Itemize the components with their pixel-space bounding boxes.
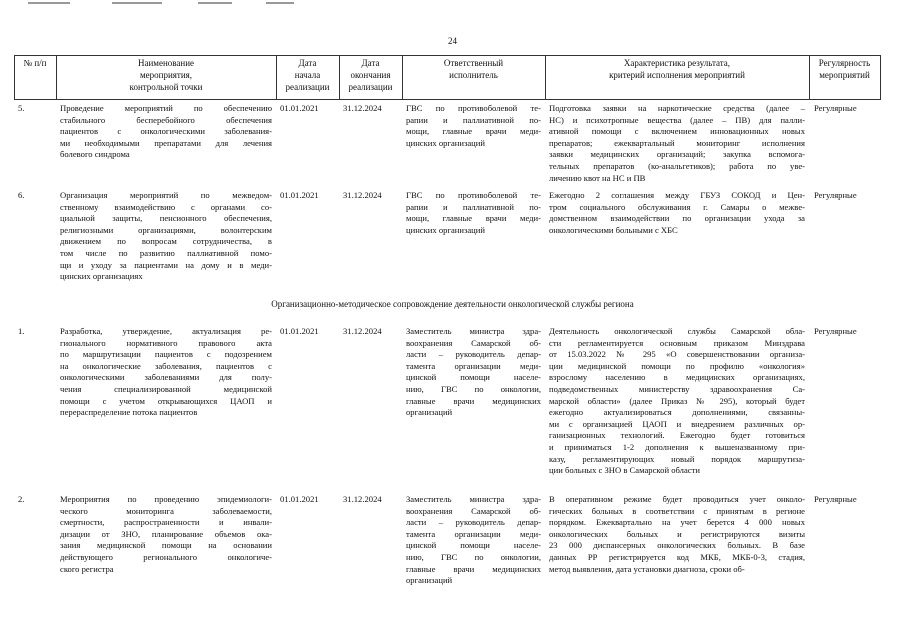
text-line: главные врачи медицинских xyxy=(406,395,541,406)
header-start-date xyxy=(276,57,339,93)
text-line: гических больных в соответствии с принятым в регионе xyxy=(549,505,805,516)
header-end-date xyxy=(339,57,402,93)
row-name xyxy=(60,326,272,419)
text-line: тамента организации меди- xyxy=(406,360,541,371)
text-line: Разработка, утверждение, актуализация ре- xyxy=(60,326,272,336)
text-line: Регулярные xyxy=(814,190,857,200)
header-line: Дата xyxy=(298,58,317,68)
row-start xyxy=(280,494,340,506)
text-line: 01.01.2021 xyxy=(280,103,319,113)
text-line: помощи с учетом открывающихся ЦАОП и xyxy=(60,395,272,406)
row-name xyxy=(60,494,272,575)
text-line: В оперативном режиме будет проводиться учет онколо- xyxy=(549,494,805,504)
text-line: ативной помощи с включением инновационных новых xyxy=(549,126,805,137)
text-line: 31.12.2024 xyxy=(343,326,382,336)
header-line: Регулярность xyxy=(818,58,871,68)
header-regularity xyxy=(809,57,880,81)
text-line: Заместитель министра здра- xyxy=(406,326,541,336)
row-num xyxy=(18,326,48,338)
row-responsible xyxy=(406,494,541,587)
text-line: по маршрутизации пациентов с подозрением xyxy=(60,349,272,360)
text-line: гионального нормативного правового акта xyxy=(60,337,272,348)
text-line: действующего регионального онкологиче- xyxy=(60,551,272,562)
row-end xyxy=(343,190,403,202)
row-regularity xyxy=(814,190,880,202)
text-line: 2. xyxy=(18,494,25,504)
header-responsible xyxy=(402,57,545,81)
text-line: Организация мероприятий по межведом- xyxy=(60,190,272,200)
text-line: онкологических больных и регистрируются визиты xyxy=(549,528,805,539)
row-start xyxy=(280,190,340,202)
text-line: метод выявления, дата установки диагноза, сроки об- xyxy=(549,563,745,574)
text-line: сти регламентируется основным приказом Минздрава xyxy=(549,337,805,348)
row-num xyxy=(18,103,48,115)
text-line: казу, регламентирующих новый порядок маршрутиза- xyxy=(549,453,805,464)
text-line: пациентов с онкологическими заболевания- xyxy=(60,126,272,137)
text-line: главные врачи медицинских xyxy=(406,563,541,574)
header-line: Дата xyxy=(361,58,380,68)
text-line: цинской помощи населе- xyxy=(406,372,541,383)
text-line: Подготовка заявки на наркотические средства (далее – xyxy=(549,103,805,113)
text-line: 5. xyxy=(18,103,25,113)
text-line: мощи, главные врачи меди- xyxy=(406,213,541,224)
header-line: критерий исполнения мероприятий xyxy=(609,70,745,80)
text-line: Регулярные xyxy=(814,326,857,336)
text-line: воохранения Самарской об- xyxy=(406,337,541,348)
text-line: Деятельность онкологической службы Самарской обла- xyxy=(549,326,805,336)
text-line: Заместитель министра здра- xyxy=(406,494,541,504)
row-regularity xyxy=(814,494,880,506)
row-regularity xyxy=(814,326,880,338)
text-line: 31.12.2024 xyxy=(343,190,382,200)
text-line: организаций xyxy=(406,407,453,418)
text-line: 01.01.2021 xyxy=(280,190,319,200)
table-header-bottom-border xyxy=(14,99,881,100)
text-line: и приниматься 1-2 дополнения к вышеназванному при- xyxy=(549,441,805,452)
text-line: Регулярные xyxy=(814,494,857,504)
text-line: данных РР регистрируется код МКБ, МКБ-0-3, стадия, xyxy=(549,551,805,562)
text-line: религиозными организациями, волонтерским xyxy=(60,224,272,235)
header-line: Ответственный xyxy=(443,58,504,68)
text-line: циальной защиты, пенсионного обеспечения, xyxy=(60,213,272,224)
text-line: болевого синдрома xyxy=(60,149,130,160)
row-end xyxy=(343,103,403,115)
text-line: онкологическими больными с ХБС xyxy=(549,224,678,235)
header-name xyxy=(56,57,276,93)
text-line: 31.12.2024 xyxy=(343,494,382,504)
section-title: Организационно-методическое сопровождение деятельности онкологической службы региона xyxy=(271,299,634,309)
text-line: 1. xyxy=(18,326,25,336)
text-line: онкологическими заболеваниями для полу- xyxy=(60,372,272,383)
row-end xyxy=(343,494,403,506)
text-line: чения специализированной медицинской xyxy=(60,383,272,394)
text-line: ции медицинской помощи по профилю «онкология» xyxy=(549,360,805,371)
row-result xyxy=(549,103,805,184)
col-divider xyxy=(880,55,881,99)
row-num xyxy=(18,190,48,202)
text-line: ского регистра xyxy=(60,563,114,574)
text-line: цинских организациях xyxy=(60,271,143,282)
header-line: мероприятия, xyxy=(139,70,193,80)
text-line: зания медицинской помощи на основании xyxy=(60,540,272,551)
text-line: Ежегодно 2 соглашения между ГБУЗ СОКОД и Цен- xyxy=(549,190,805,200)
text-line: смертности, распространенности и инвали- xyxy=(60,517,272,528)
text-line: дизации от ЗНО, планирование объемов ока- xyxy=(60,528,272,539)
page-number: 24 xyxy=(448,36,457,46)
row-result xyxy=(549,190,805,236)
text-line: стабильного бесперебойного обеспечения xyxy=(60,114,272,125)
header-line: Наименование xyxy=(137,58,195,68)
text-line: перераспределение потока пациентов xyxy=(60,407,198,418)
text-line: взрослому населению в медицинских организациях, xyxy=(549,372,805,383)
text-line: ции больных с ЗНО в Самарской области xyxy=(549,465,700,476)
text-line: ласти – руководитель депар- xyxy=(406,349,541,360)
row-responsible xyxy=(406,103,541,149)
row-name xyxy=(60,190,272,283)
text-line: рапии и паллиативной по- xyxy=(406,114,541,125)
text-line: ганизационных технологий. Ежегодно будет готовиться xyxy=(549,430,805,441)
header-result xyxy=(545,57,809,81)
text-line: 6. xyxy=(18,190,25,200)
text-line: 01.01.2021 xyxy=(280,494,319,504)
text-line: ми необходимыми препаратами для лечения xyxy=(60,137,272,148)
row-num xyxy=(18,494,48,506)
header-line: контрольной точки xyxy=(129,82,203,92)
text-line: тельных препаратов (ко-анальгетиков); работа по уве- xyxy=(549,160,805,171)
text-line: мощи, главные врачи меди- xyxy=(406,126,541,137)
text-line: марской области» (далее Приказ № 295), который будет xyxy=(549,395,805,406)
text-line: ежегодно актуализироваться дополнениями, связанны- xyxy=(549,407,805,418)
table-header-top-border xyxy=(14,55,881,56)
text-line: Проведение мероприятий по обеспечению xyxy=(60,103,272,113)
row-responsible xyxy=(406,190,541,236)
text-line: рапии и паллиативной по- xyxy=(406,201,541,212)
text-line: заявки медицинских организаций; закупка вспомога- xyxy=(549,149,805,160)
text-line: Регулярные xyxy=(814,103,857,113)
row-responsible xyxy=(406,326,541,419)
header-line: реализации xyxy=(285,82,330,92)
text-line: ственному взаимодействию с органами со- xyxy=(60,201,272,212)
text-line: препаратов; ежеквартальный мониторинг исполнения xyxy=(549,137,805,148)
text-line: щи и уходу за пациентами на дому и в меди- xyxy=(60,259,272,270)
text-line: цинских организаций xyxy=(406,137,485,148)
text-line: от 15.03.2022 № 295 «О совершенствовании организа- xyxy=(549,349,805,360)
row-start xyxy=(280,103,340,115)
text-line: Мероприятия по проведению эпидемиологи- xyxy=(60,494,272,504)
text-line: ческого мониторинга заболеваемости, xyxy=(60,505,272,516)
header-num xyxy=(14,57,56,69)
row-regularity xyxy=(814,103,880,115)
row-result xyxy=(549,494,805,575)
text-line: нию, ГВС по онкологии, xyxy=(406,551,541,562)
text-line: том числе по развитию паллиативной помо- xyxy=(60,247,272,258)
text-line: нию, ГВС по онкологии, xyxy=(406,383,541,394)
text-line: НС) и психотропные вещества (далее – ПВ) для палли- xyxy=(549,114,805,125)
header-line: начала xyxy=(294,70,321,80)
header-line: реализации xyxy=(348,82,393,92)
header-line: мероприятий xyxy=(819,70,870,80)
text-line: движением по вопросам сотрудничества, в xyxy=(60,236,272,247)
text-line: воохранения Самарской об- xyxy=(406,505,541,516)
text-line: ГВС по противоболевой те- xyxy=(406,103,541,113)
text-line: цинских организаций xyxy=(406,224,485,235)
row-result xyxy=(549,326,805,477)
text-line: тром социального обслуживания г. Самары о межве- xyxy=(549,201,805,212)
text-line: 31.12.2024 xyxy=(343,103,382,113)
header-line: Характеристика результата, xyxy=(623,58,731,68)
text-line: ми с организацией ЦАОП и внедрением различных ор- xyxy=(549,418,805,429)
header-line: № п/п xyxy=(23,58,47,68)
text-line: ГВС по противоболевой те- xyxy=(406,190,541,200)
row-end xyxy=(343,326,403,338)
row-name xyxy=(60,103,272,161)
text-line: 23 000 диспансерных онкологических больных. В базе xyxy=(549,540,805,551)
text-line: тамента организации меди- xyxy=(406,528,541,539)
text-line: организаций xyxy=(406,575,453,586)
text-line: цинской помощи населе- xyxy=(406,540,541,551)
text-line: домственном взаимодействии по организации ухода за xyxy=(549,213,805,224)
text-line: подведомственных министерству здравоохранения Са- xyxy=(549,383,805,394)
text-line: личению квот на НС и ПВ xyxy=(549,172,646,183)
row-start xyxy=(280,326,340,338)
text-line: на онкологические заболевания, пациентов с xyxy=(60,360,272,371)
header-line: исполнитель xyxy=(449,70,498,80)
text-line: 01.01.2021 xyxy=(280,326,319,336)
header-line: окончания xyxy=(350,70,391,80)
text-line: ласти – руководитель депар- xyxy=(406,517,541,528)
text-line: порядком. Ежеквартально на учет берется 4 000 новых xyxy=(549,517,805,528)
